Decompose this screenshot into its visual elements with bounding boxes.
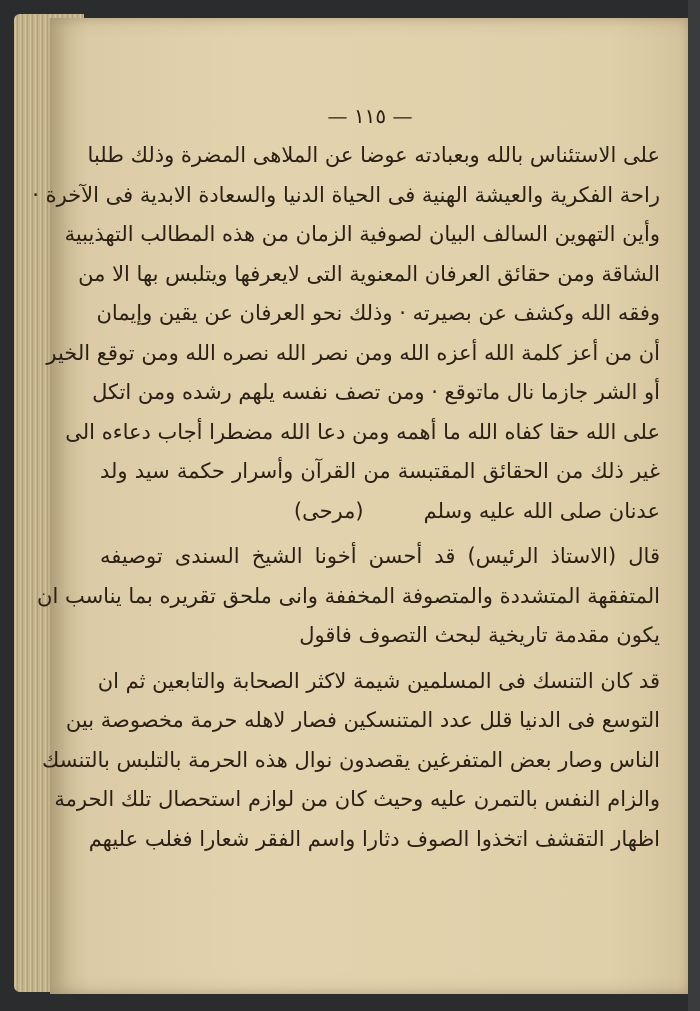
paragraph-closing xyxy=(100,492,660,532)
page-text xyxy=(32,136,660,859)
text-line: والزام النفس بالتمرن عليه وحيث كان من لوازم استحصال تلك الحرمة xyxy=(54,787,660,811)
text-line: يكون مقدمة تاريخية لبحث التصوف فاقول xyxy=(299,623,660,647)
text-line: غير ذلك من الحقائق المقتبسة من القرآن وأسرار حكمة سيد ولد xyxy=(100,459,660,483)
text-line: اظهار التقشف اتخذوا الصوف دثارا واسم الفقر شعارا فغلب عليهم xyxy=(88,826,660,851)
text-line: راحة الفكرية والعيشة الهنية فى الحياة الدنيا والسعادة الابدية فى الآخرة · xyxy=(32,182,660,207)
background-edge xyxy=(688,0,700,1011)
text-line: على الاستئناس بالله وبعبادته عوضا عن الملاهى المضرة وذلك طلبا xyxy=(87,143,660,167)
text-line: وأين التهوين السالف البيان لصوفية الزمان من هذه المطالب التهذيبية xyxy=(64,222,660,246)
text-line: أن من أعز كلمة الله أعزه الله ومن نصر الله نصره الله ومن توقع الخير xyxy=(46,340,660,365)
text-line: أو الشر جازما نال ماتوقع · ومن تصف نفسه يلهم رشده ومن اتكل xyxy=(92,380,660,404)
text-line: قال (الاستاذ الرئيس) قد أحسن أخونا الشيخ السندى توصيفه xyxy=(100,544,660,568)
text-line: التوسع فى الدنيا قلل عدد المتنسكين فصار لاهله حرمة مخصوصة بين xyxy=(65,708,660,732)
page-number: — ١١٥ — xyxy=(327,104,413,128)
text-line: على الله حقا كفاه الله ما أهمه ومن دعا الله مضطرا أجاب دعاءه الى xyxy=(65,419,660,444)
text-line: الناس وصار بعض المتفرغين يقصدون نوال هذه الحرمة بالتلبس بالتنسك xyxy=(42,747,660,772)
text-line: عدنان صلى الله عليه وسلم xyxy=(423,498,660,523)
signature: (مرحى) xyxy=(293,498,364,523)
text-line: وفقه الله وكشف عن بصيرته · وذلك نحو العرفان عن يقين وإيمان xyxy=(96,301,660,325)
book-page xyxy=(32,18,690,994)
text-line: قد كان التنسك فى المسلمين شيمة لاكثر الصحابة والتابعين ثم ان xyxy=(97,668,660,693)
text-line: الشاقة ومن حقائق العرفان المعنوية التى لايعرفها ويتلبس بها الا من xyxy=(78,261,660,286)
text-line: المتفقهة المتشددة والمتصوفة المخففة وانى ملحق تقريره بما يناسب ان xyxy=(37,583,660,608)
